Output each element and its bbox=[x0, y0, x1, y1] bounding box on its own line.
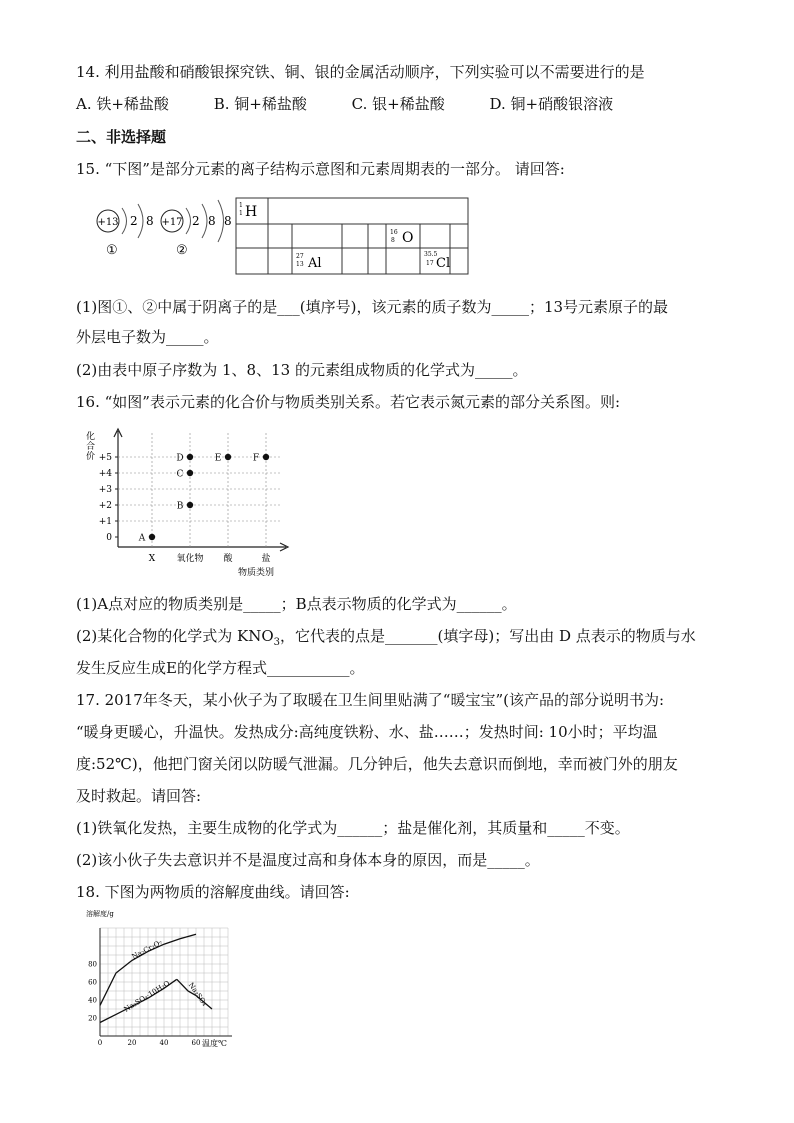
svg-text:8: 8 bbox=[146, 214, 154, 228]
y-tick-label: 80 bbox=[88, 960, 97, 969]
q16-sub1: (1)A点对应的物质类别是_____；B点表示物质的化学式为______。 bbox=[76, 595, 517, 613]
point-label-e: E bbox=[214, 453, 222, 464]
svg-text:+17: +17 bbox=[161, 217, 183, 228]
x-axis-label: 物质类别 bbox=[238, 568, 275, 578]
q18-stem: 18. 下图为两物质的溶解度曲线。请回答: bbox=[76, 883, 350, 901]
point-label-a: A bbox=[138, 533, 146, 544]
q14-option-a: A. 铁+稀盐酸 bbox=[76, 95, 169, 113]
q16-sub2-line1 bbox=[76, 626, 696, 653]
svg-text:H: H bbox=[245, 204, 258, 220]
ion-label-2: ② bbox=[176, 243, 188, 258]
section-title: 二、非选择题 bbox=[76, 128, 167, 146]
y-tick-label: +4 bbox=[98, 469, 112, 479]
x-tick-label: 20 bbox=[127, 1039, 137, 1047]
series-label-3: Na₂SO₄ bbox=[186, 981, 209, 1008]
point-label-b: B bbox=[176, 501, 184, 512]
q16-sub2-line2: 发生反应生成E的化学方程式___________。 bbox=[76, 659, 365, 677]
x-category-label: 氧化物 bbox=[176, 554, 204, 564]
y-tick-label: +5 bbox=[98, 453, 112, 463]
point-f bbox=[263, 454, 269, 460]
svg-text:8: 8 bbox=[391, 237, 395, 244]
svg-text:17: 17 bbox=[426, 260, 434, 267]
q16-sub2-pre: (2)某化合物的化学式为 KNO bbox=[76, 627, 274, 645]
y-axis-label bbox=[86, 430, 98, 462]
y-tick-label: +2 bbox=[98, 501, 112, 511]
q17-line3: 度:52℃)，他把门窗关闭以防暖气泄漏。几分钟后，他失去意识而倒地，幸而被门外的朋友 bbox=[76, 755, 678, 773]
svg-text:1: 1 bbox=[239, 210, 243, 217]
y-tick-label: 60 bbox=[88, 978, 97, 987]
point-label-d: D bbox=[176, 453, 184, 464]
q17-line2: “暖身更暖心，升温快。发热成分:高纯度铁粉、水、盐……；发热时间: 10小时；平均温 bbox=[76, 723, 658, 741]
x-tick-label: 0 bbox=[97, 1039, 103, 1047]
point-d bbox=[187, 454, 193, 460]
q14-stem: 14. 利用盐酸和硝酸银探究铁、铜、银的金属活动顺序，下列实验可以不需要进行的是 bbox=[76, 63, 645, 81]
series-label-1: Na₂Cr₂O₇ bbox=[130, 938, 164, 961]
x-category-label: X bbox=[148, 554, 156, 564]
q17-line1: 17. 2017年冬天，某小伙子为了取暖在卫生间里贴满了“暖宝宝”(该产品的部分说明书为: bbox=[76, 691, 665, 709]
ion-structure-1 bbox=[97, 204, 154, 258]
q15-figure bbox=[86, 194, 486, 286]
point-c bbox=[187, 470, 193, 476]
svg-text:Al: Al bbox=[308, 256, 322, 271]
q14-option-c: C. 银+稀盐酸 bbox=[351, 95, 445, 113]
x-axis-label: 温度℃ bbox=[202, 1039, 227, 1048]
svg-text:35.5: 35.5 bbox=[424, 251, 438, 258]
ion-structure-2 bbox=[161, 200, 232, 258]
x-category-label: 酸 bbox=[223, 554, 233, 564]
q15-sub2: (2)由表中原子序数为 1、8、13 的元素组成物质的化学式为_____。 bbox=[76, 361, 528, 379]
y-label-char-1: 化 bbox=[86, 432, 96, 442]
svg-text:2: 2 bbox=[130, 214, 138, 228]
element-cl bbox=[424, 251, 450, 271]
q16-sub2-post: ，它代表的点是_______(填字母)；写出由 D 点表示的物质与水 bbox=[280, 627, 696, 645]
q17-sub2: (2)该小伙子失去意识并不是温度过高和身体本身的原因，而是_____。 bbox=[76, 851, 540, 869]
x-category-label: 盐 bbox=[261, 554, 271, 564]
element-h bbox=[239, 202, 257, 220]
y-label-char-2: 合 bbox=[86, 442, 96, 452]
x-tick-label: 40 bbox=[159, 1039, 169, 1047]
y-tick-label: 40 bbox=[88, 996, 97, 1005]
point-label-f: F bbox=[252, 453, 260, 464]
series-label-2: Na₂SO₄·10H₂O bbox=[122, 979, 172, 1014]
y-tick-label: +3 bbox=[98, 485, 112, 495]
solubility-chart bbox=[84, 908, 254, 1048]
q15-sub1-line1: (1)图①、②中属于阴离子的是___(填序号)，该元素的质子数为_____；13号元素原子的最 bbox=[76, 298, 669, 316]
svg-text:8: 8 bbox=[224, 214, 232, 228]
q17-sub1: (1)铁氧化发热，主要生成物的化学式为______；盐是催化剂，其质量和_____不变。 bbox=[76, 819, 630, 837]
y-axis-label bbox=[86, 909, 114, 918]
q14-option-d: D. 铜+硝酸银溶液 bbox=[489, 95, 614, 113]
svg-text:8: 8 bbox=[208, 214, 216, 228]
q16-sub2-subscript: 3 bbox=[273, 637, 281, 648]
y-label-char-3: 价 bbox=[86, 452, 96, 462]
point-b bbox=[187, 502, 193, 508]
q14-option-b: B. 铜+稀盐酸 bbox=[213, 95, 307, 113]
x-tick-label: 60 bbox=[191, 1039, 201, 1047]
svg-text:27: 27 bbox=[296, 253, 304, 260]
y-tick-label: +1 bbox=[98, 517, 112, 527]
element-al bbox=[296, 253, 322, 271]
y-axis-label-text: 溶解度/g bbox=[86, 910, 114, 918]
point-e bbox=[225, 454, 231, 460]
q16-stem: 16. “如图”表示元素的化合价与物质类别关系。若它表示氮元素的部分关系图。则: bbox=[76, 393, 621, 411]
y-tick-label: 20 bbox=[88, 1014, 97, 1023]
svg-text:16: 16 bbox=[390, 229, 398, 236]
element-o bbox=[390, 229, 413, 246]
svg-text:1: 1 bbox=[239, 202, 243, 209]
svg-text:O: O bbox=[402, 230, 414, 246]
q14-options bbox=[76, 94, 653, 114]
svg-text:Cl: Cl bbox=[436, 256, 451, 271]
svg-text:13: 13 bbox=[296, 261, 304, 268]
y-tick-label: 0 bbox=[106, 533, 112, 543]
point-label-c: C bbox=[176, 469, 184, 480]
ion-label-1: ① bbox=[106, 243, 118, 258]
svg-text:2: 2 bbox=[192, 214, 200, 228]
q17-line4: 及时救起。请回答: bbox=[76, 787, 202, 805]
valence-chart bbox=[80, 425, 300, 585]
svg-text:+13: +13 bbox=[97, 217, 119, 228]
point-a bbox=[149, 534, 155, 540]
q15-stem: 15. “下图”是部分元素的离子结构示意图和元素周期表的一部分。 请回答: bbox=[76, 160, 565, 178]
q15-sub1-line2: 外层电子数为_____。 bbox=[76, 328, 219, 346]
